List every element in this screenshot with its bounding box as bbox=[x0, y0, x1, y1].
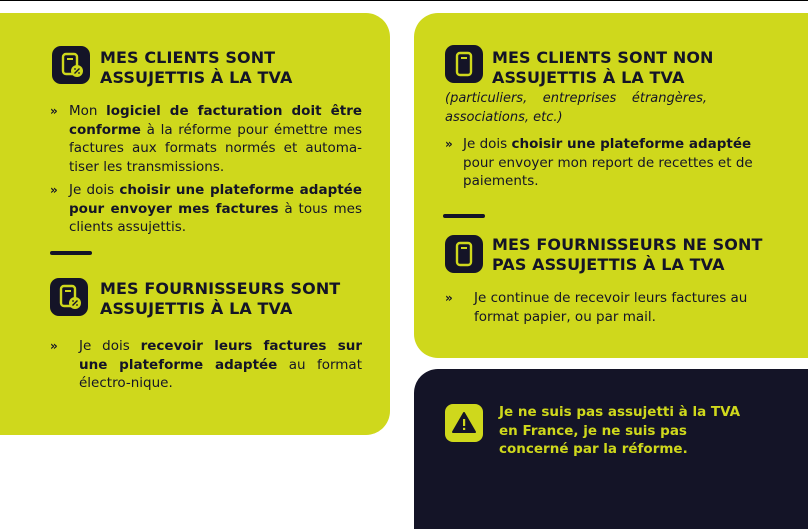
bullet-list-fournisseurs-non-assujettis bbox=[445, 289, 753, 331]
list-item: » Je dois choisir une plateforme adaptée pour envoyer mes factures à tous mes clients assujettis. bbox=[50, 182, 363, 235]
section-heading-clients-non-assujettis: MES CLIENTS SONT NON ASSUJETTIS À LA TVA bbox=[492, 48, 714, 87]
bullet-list-clients-assujettis bbox=[50, 102, 362, 242]
section-divider bbox=[443, 214, 485, 218]
double-chevron-icon: » bbox=[50, 339, 58, 353]
double-chevron-icon: » bbox=[445, 137, 453, 151]
double-chevron-icon: » bbox=[50, 183, 58, 197]
bullet-list-fournisseurs-assujettis bbox=[50, 337, 362, 398]
invoice-percent-icon bbox=[50, 278, 88, 316]
note-text: (particuliers, entreprises étrangères, associations, etc.) bbox=[445, 91, 707, 125]
warning-icon bbox=[445, 404, 483, 442]
section-divider bbox=[50, 251, 92, 255]
invoice-percent-icon bbox=[52, 46, 90, 84]
section-heading-fournisseurs-assujettis: MES FOURNISSEURS SONT ASSUJETTIS À LA TVA bbox=[100, 279, 341, 318]
list-item: » Je dois choisir une plateforme adaptée pour envoyer mon report de recettes et de paiements. bbox=[445, 136, 753, 189]
double-chevron-icon: » bbox=[445, 291, 453, 305]
alert-message: Je ne suis pas assujetti à la TVA en France, je ne suis pas concerné par la réforme. bbox=[499, 404, 741, 457]
document-icon bbox=[445, 235, 483, 273]
double-chevron-icon: » bbox=[50, 104, 58, 118]
bullet-list-clients-non-assujettis bbox=[445, 135, 753, 196]
list-item: » Je continue de recevoir leurs factures au format papier, ou par mail. bbox=[445, 290, 748, 325]
list-item: » Je dois recevoir leurs factures sur une plateforme adaptée au format électro-nique. bbox=[50, 338, 363, 391]
document-icon bbox=[445, 45, 483, 83]
section-heading-clients-assujettis: MES CLIENTS SONT ASSUJETTIS À LA TVA bbox=[100, 48, 293, 87]
top-border-line bbox=[0, 0, 808, 1]
section-heading-fournisseurs-non-assujettis: MES FOURNISSEURS NE SONT PAS ASSUJETTIS À LA TVA bbox=[492, 235, 763, 274]
list-item: » Mon logiciel de facturation doit être conforme à la réforme pour émettre mes factures aux formats normés et automa-tiser les transmissions. bbox=[50, 103, 363, 175]
